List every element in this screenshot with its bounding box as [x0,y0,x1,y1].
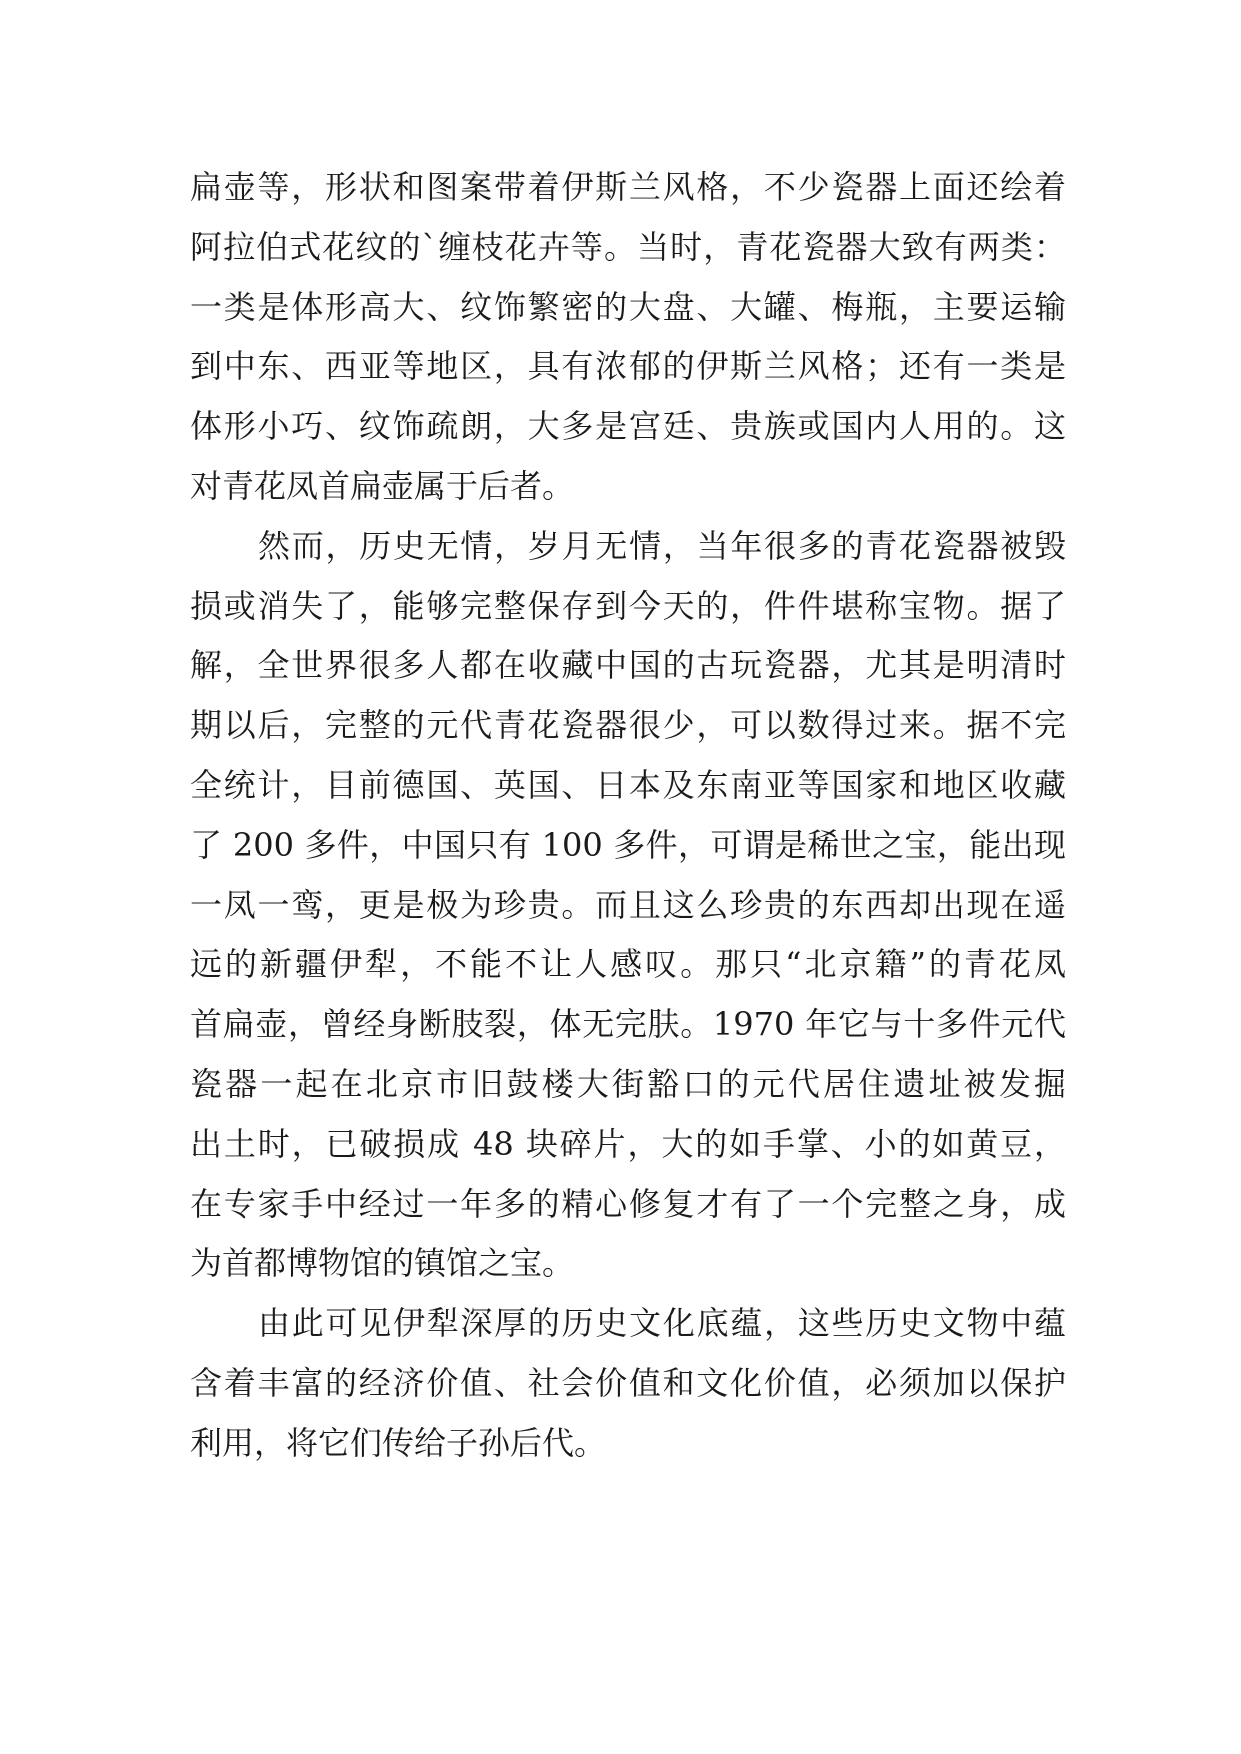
text-line: 损或消失了，能够完整保存到今天的，件件堪称宝物。据了 [190,586,1066,625]
text-line: 远的新疆伊犁，不能不让人感叹。那只“北京籍”的青花凤 [190,945,1066,984]
text-line: 瓷器一起在北京市旧鼓楼大街豁口的元代居住遗址被发掘 [190,1064,1066,1103]
paragraph-1 [190,158,1066,517]
text-line: 全统计，目前德国、英国、日本及东南亚等国家和地区收藏 [190,765,1066,804]
text-line: 解，全世界很多人都在收藏中国的古玩瓷器，尤其是明清时 [190,646,1066,685]
text-line: 一类是体形高大、纹饰繁密的大盘、大罐、梅瓶，主要运输 [190,287,1066,326]
text-line: 一凤一鸾，更是极为珍贵。而且这么珍贵的东西却出现在遥 [190,885,1066,924]
paragraph-3 [190,1294,1066,1473]
text-line: 含着丰富的经济价值、社会价值和文化价值，必须加以保护 [190,1363,1066,1402]
document-body [190,158,1066,1474]
text-line: 利用，将它们传给子孙后代。 [190,1423,607,1462]
text-line: 在专家手中经过一年多的精心修复才有了一个完整之身，成 [190,1184,1066,1223]
text-line: 体形小巧、纹饰疏朗，大多是宫廷、贵族或国内人用的。这 [190,407,1066,446]
text-line: 了 200 多件，中国只有 100 多件，可谓是稀世之宝，能出现 [190,825,1066,864]
paragraph-2 [190,517,1066,1294]
text-line: 对青花凤首扁壶属于后者。 [190,466,575,505]
text-line: 然而，历史无情，岁月无情，当年很多的青花瓷器被毁 [258,526,1066,565]
text-line: 出土时，已破损成 48 块碎片，大的如手掌、小的如黄豆， [190,1124,1066,1163]
text-line: 期以后，完整的元代青花瓷器很少，可以数得过来。据不完 [190,706,1066,745]
text-line: 阿拉伯式花纹的`缠枝花卉等。当时，青花瓷器大致有两类： [190,227,1066,266]
text-line: 由此可见伊犁深厚的历史文化底蕴，这些历史文物中蕴 [258,1304,1066,1343]
text-line: 到中东、西亚等地区，具有浓郁的伊斯兰风格；还有一类是 [190,347,1066,386]
text-line: 首扁壶，曾经身断肢裂，体无完肤。1970 年它与十多件元代 [190,1005,1066,1044]
text-line: 为首都博物馆的镇馆之宝。 [190,1244,575,1283]
text-line: 扁壶等，形状和图案带着伊斯兰风格，不少瓷器上面还绘着 [190,168,1066,206]
